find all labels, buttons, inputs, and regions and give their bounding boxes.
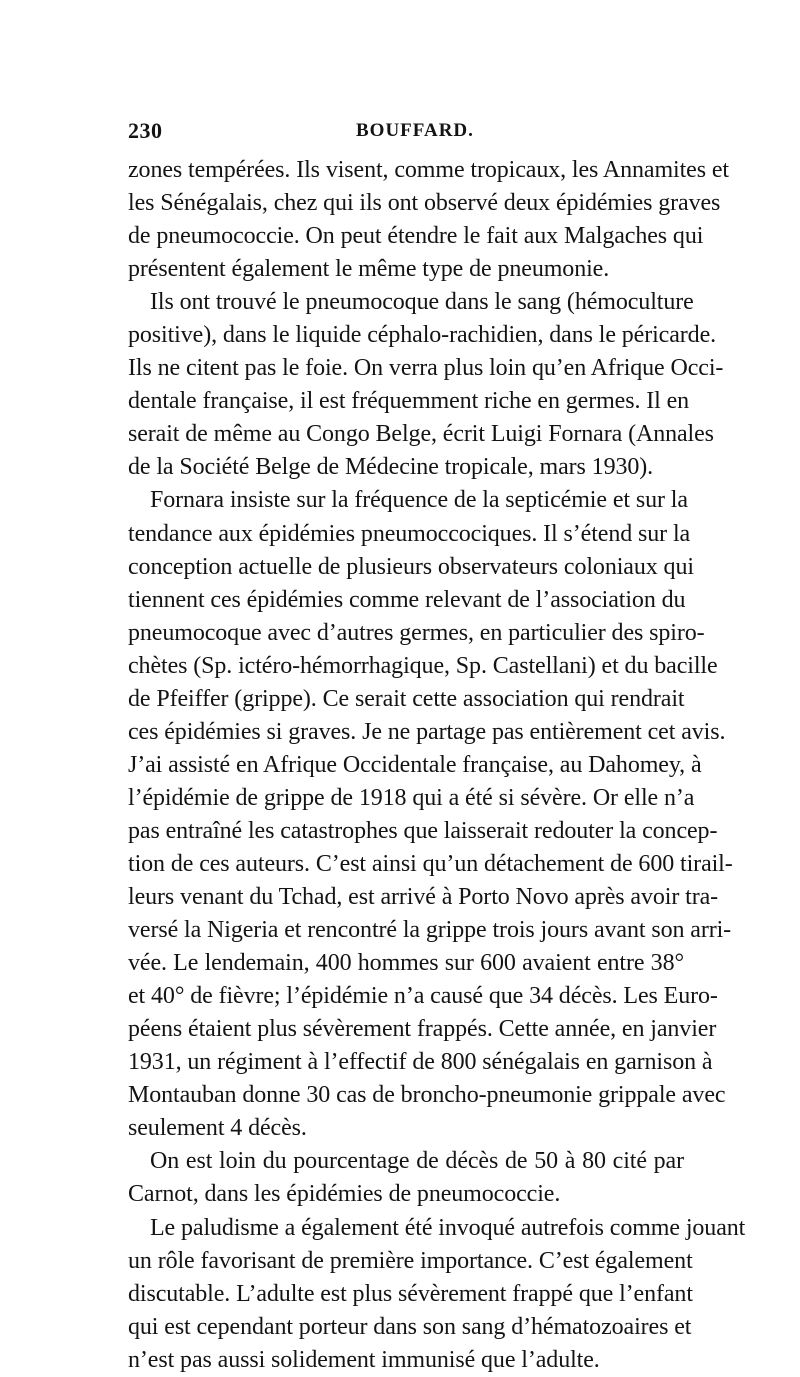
paragraph — [128, 484, 733, 1145]
text-line: pneumocoque avec d’autres germes, en particulier des spiro- — [128, 619, 705, 646]
running-head: BOUFFARD. — [356, 120, 474, 141]
page-header — [128, 118, 683, 148]
text-line: n’est pas aussi solidement immunisé que l’adulte. — [128, 1346, 600, 1373]
text-line: discutable. L’adulte est plus sévèrement frappé que l’enfant — [128, 1280, 693, 1307]
text-line: Fornara insiste sur la fréquence de la septicémie et sur la — [150, 487, 688, 514]
text-line: leurs venant du Tchad, est arrivé à Porto Novo après avoir tra- — [128, 884, 719, 911]
text-line: serait de même au Congo Belge, écrit Luigi Fornara (Annales — [128, 421, 714, 448]
text-line: positive), dans le liquide céphalo-rachidien, dans le péricarde. — [128, 322, 717, 349]
text-line: et 40° de fièvre; l’épidémie n’a causé que 34 décès. Les Euro- — [128, 983, 718, 1010]
body-text — [128, 154, 746, 1377]
text-line: tiennent ces épidémies comme relevant de l’association du — [128, 586, 686, 613]
paragraph — [128, 1145, 684, 1211]
text-line: conception actuelle de plusieurs observateurs coloniaux qui — [128, 553, 694, 580]
text-line: J’ai assisté en Afrique Occidentale française, au Dahomey, à — [128, 751, 702, 778]
text-line: dentale française, il est fréquemment riche en germes. Il en — [128, 388, 690, 415]
text-line: de pneumococcie. On peut étendre le fait aux Malgaches qui — [128, 223, 704, 250]
text-line: tendance aux épidémies pneumoccociques. Il s’étend sur la — [128, 520, 691, 547]
text-line: pas entraîné les catastrophes que laisserait redouter la concep- — [128, 817, 718, 844]
text-line: présentent également le même type de pneumonie. — [128, 256, 610, 283]
text-line: Ils ne citent pas le foie. On verra plus loin qu’en Afrique Occi- — [128, 355, 724, 382]
text-line: de Pfeiffer (grippe). Ce serait cette association qui rendrait — [128, 685, 685, 712]
paragraph — [128, 286, 724, 484]
text-line: qui est cependant porteur dans son sang d’hématozoaires et — [128, 1313, 692, 1340]
text-line: un rôle favorisant de première importance. C’est également — [128, 1247, 693, 1274]
text-line: Carnot, dans les épidémies de pneumococcie. — [128, 1181, 561, 1208]
text-line: vée. Le lendemain, 400 hommes sur 600 avaient entre 38° — [128, 950, 684, 977]
page-number: 230 — [128, 118, 163, 143]
text-line: chètes (Sp. ictéro-hémorrhagique, Sp. Castellani) et du bacille — [128, 652, 718, 679]
text-line: ces épidémies si graves. Je ne partage pas entièrement cet avis. — [128, 718, 726, 745]
paragraph — [128, 1212, 746, 1377]
text-line: péens étaient plus sévèrement frappés. Cette année, en janvier — [128, 1016, 717, 1043]
paragraph — [128, 154, 729, 286]
text-line: 1931, un régiment à l’effectif de 800 sénégalais en garnison à — [128, 1049, 713, 1076]
text-line: Montauban donne 30 cas de broncho-pneumonie grippale avec — [128, 1082, 726, 1109]
text-line: les Sénégalais, chez qui ils ont observé deux épidémies graves — [128, 190, 721, 217]
text-line: versé la Nigeria et rencontré la grippe trois jours avant son arri- — [128, 917, 732, 944]
text-line: On est loin du pourcentage de décès de 50 à 80 cité par — [150, 1148, 684, 1175]
text-line: l’épidémie de grippe de 1918 qui a été si sévère. Or elle n’a — [128, 784, 695, 811]
text-line: de la Société Belge de Médecine tropicale, mars 1930). — [128, 454, 654, 481]
text-line: Le paludisme a également été invoqué autrefois comme jouant — [150, 1214, 746, 1241]
text-line: seulement 4 décès. — [128, 1115, 307, 1142]
text-line: tion de ces auteurs. C’est ainsi qu’un détachement de 600 tirail- — [128, 850, 733, 877]
text-line: zones tempérées. Ils visent, comme tropicaux, les Annamites et — [128, 157, 729, 183]
text-line: Ils ont trouvé le pneumocoque dans le sang (hémoculture — [150, 289, 694, 316]
